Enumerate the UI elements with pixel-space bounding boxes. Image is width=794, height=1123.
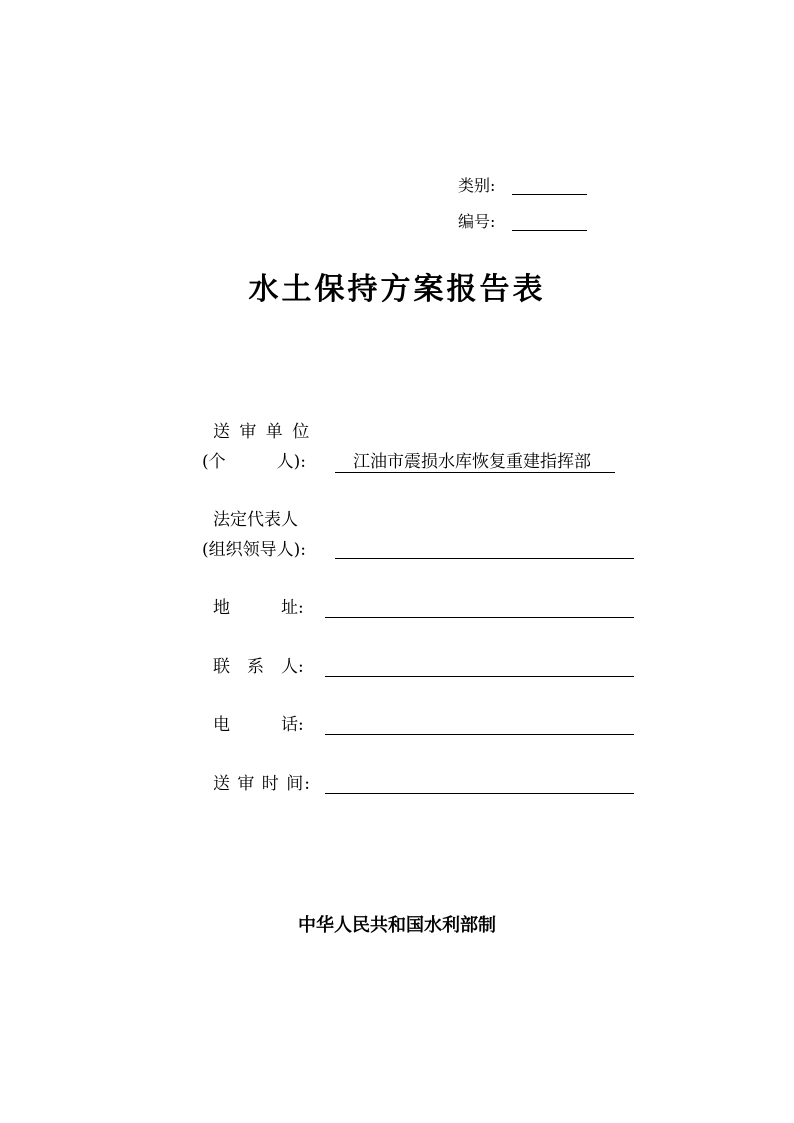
legal-rep-field[interactable] <box>335 558 634 559</box>
number-field[interactable] <box>512 230 587 231</box>
submitter-label-line1: 送 审 单 位 <box>213 422 312 442</box>
category-label: 类别: <box>458 176 496 195</box>
review-time-field[interactable] <box>325 793 634 794</box>
category-field[interactable] <box>512 194 587 195</box>
issuing-authority: 中华人民共和国水利部制 <box>298 915 496 936</box>
number-label: 编号: <box>458 212 496 231</box>
submitter-label-line2: (个 人): <box>202 452 306 472</box>
address-field[interactable] <box>325 617 634 618</box>
contact-field[interactable] <box>325 676 634 677</box>
submitter-value: 江油市震损水库恢复重建指挥部 <box>353 452 591 472</box>
review-time-label: 送 审 时 间: <box>213 774 311 794</box>
page-title: 水土保持方案报告表 <box>248 272 546 307</box>
contact-label: 联 系 人: <box>213 657 304 677</box>
legal-rep-label-line1: 法定代表人 <box>213 510 298 530</box>
phone-field[interactable] <box>325 734 634 735</box>
legal-rep-label-line2: (组织领导人): <box>202 540 306 560</box>
phone-label: 电 话: <box>213 715 304 735</box>
address-label: 地 址: <box>213 598 304 618</box>
